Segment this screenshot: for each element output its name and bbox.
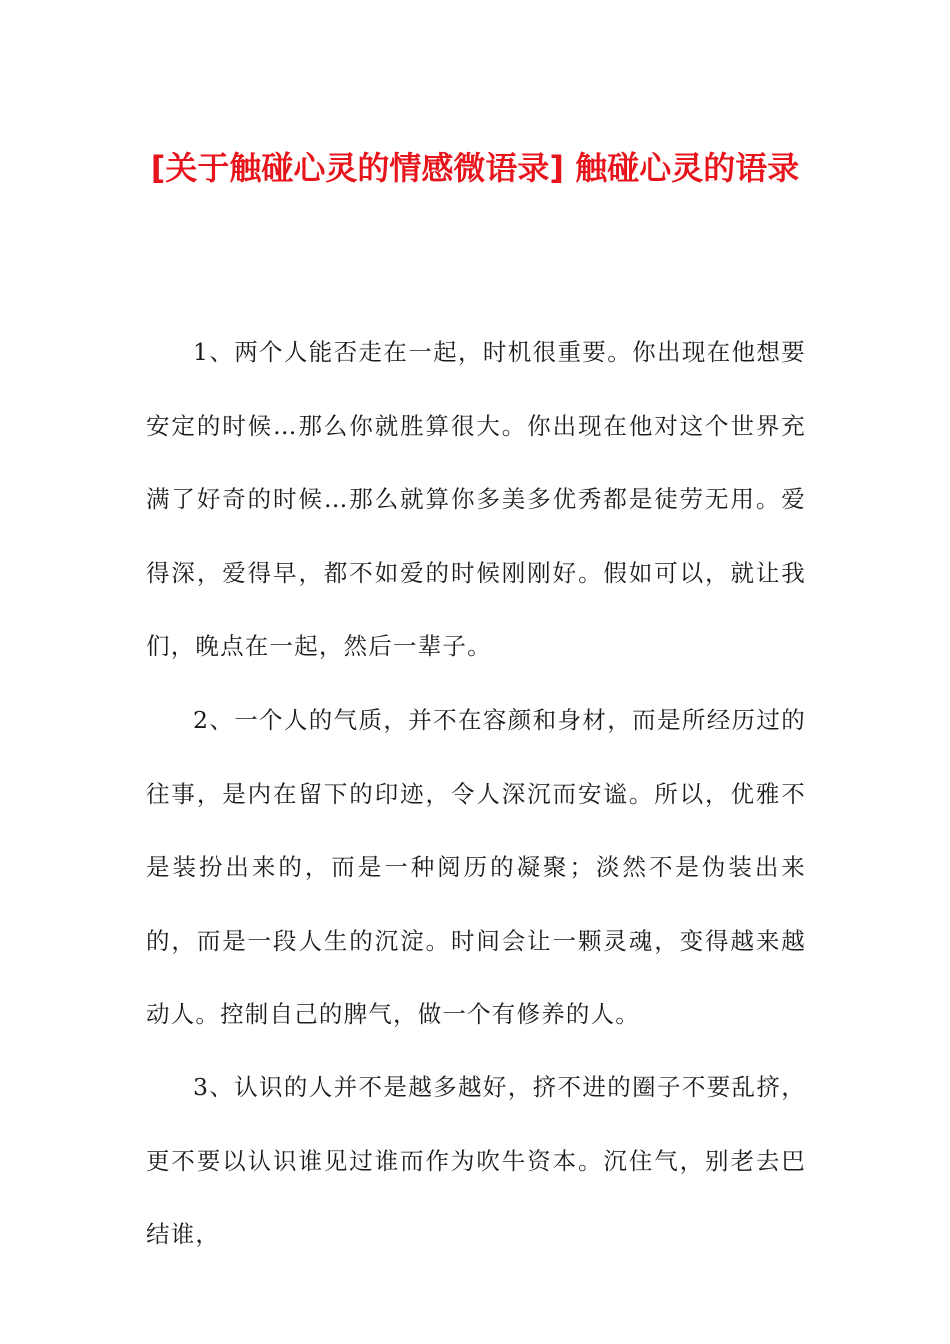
paragraph-2: 2、一个人的气质，并不在容颜和身材，而是所经历过的往事，是内在留下的印迹，令人深沉而安谧。所以，优雅不是装扮出来的，而是一种阅历的凝聚；淡然不是伪装出来的，而是一段人生的沉淀。时间会让一颗灵魂，变得越来越动人。控制自己的脾气，做一个有修养的人。 [146,706,806,1028]
paragraph-3: 3、认识的人并不是越多越好，挤不进的圈子不要乱挤，更不要以认识谁见过谁而作为吹牛资本。沉住气，别老去巴结谁， [146,1073,806,1248]
paragraph-1: 1、两个人能否走在一起，时机很重要。你出现在他想要安定的时候…那么你就胜算很大。你出现在他对这个世界充满了好奇的时候…那么就算你多美多优秀都是徒劳无用。爱得深，爱得早，都不如爱的时候刚刚好。假如可以，就让我们，晚点在一起，然后一辈子。 [146,338,806,660]
document-title: [关于触碰心灵的情感微语录] 触碰心灵的语录 [150,149,800,187]
